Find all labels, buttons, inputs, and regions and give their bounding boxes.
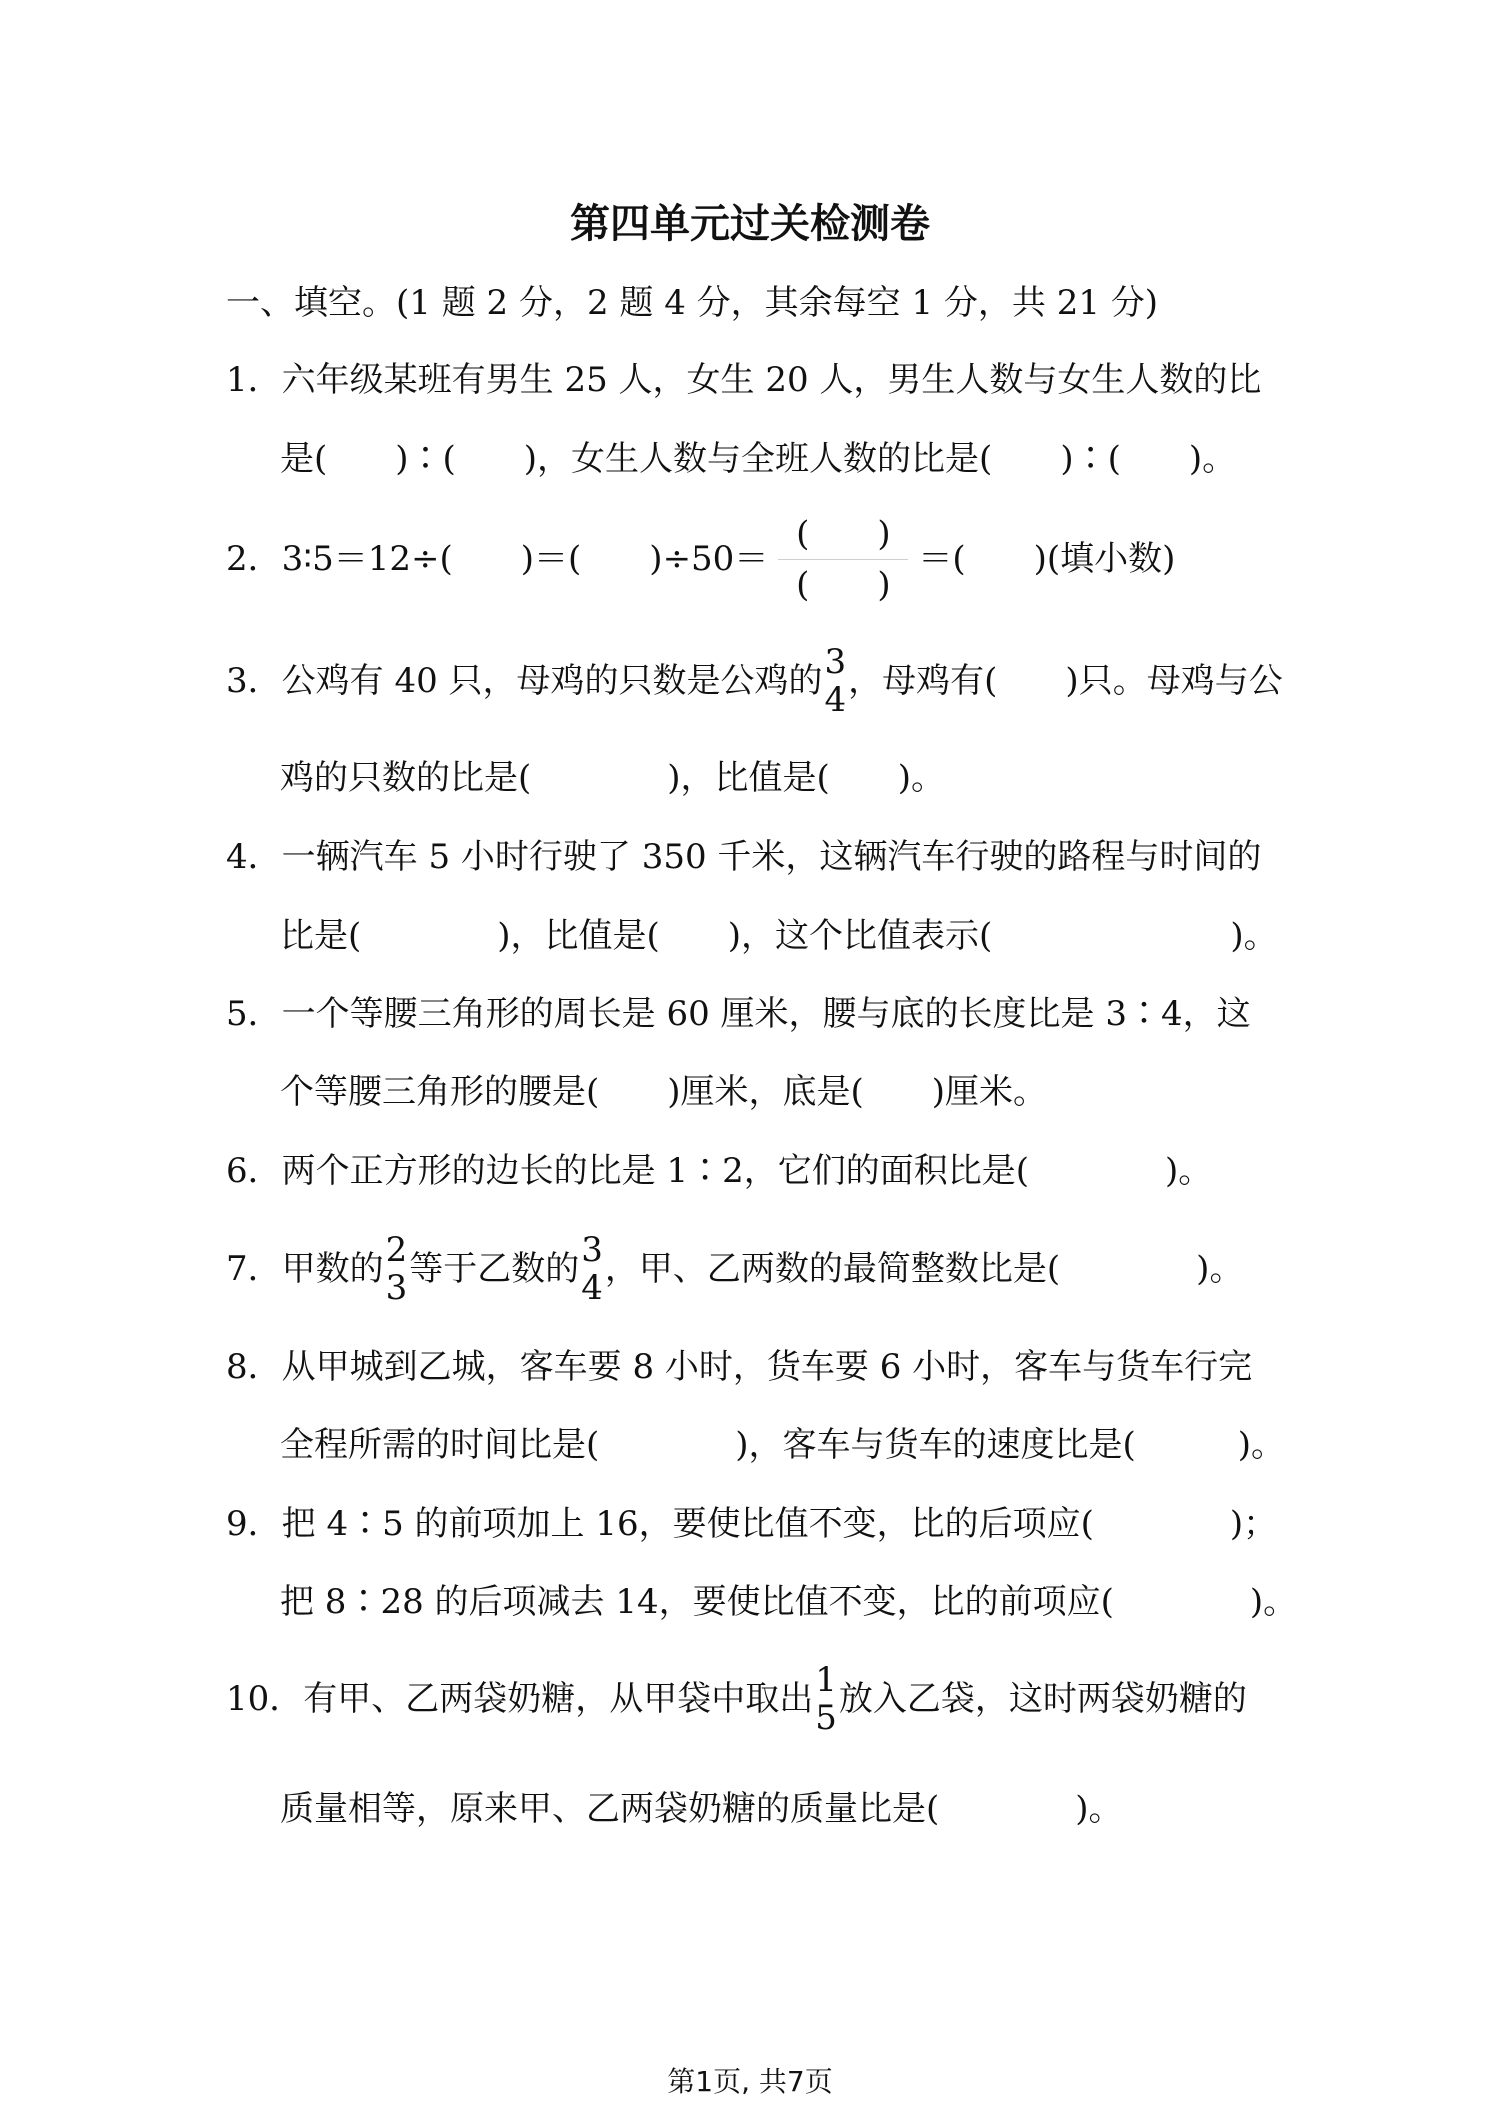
question-8-line-2: 全程所需的时间比是( )，客车与货车的速度比是( )。 [280,1425,1286,1465]
question-text: 放入乙袋，这时两袋奶糖的 [838,1679,1247,1719]
fraction [815,1661,837,1737]
question-3-line-2: 鸡的只数的比是( )，比值是( )。 [280,758,946,798]
question-number: 7． [226,1249,282,1289]
fraction-numerator: ( ) [796,513,891,554]
page-number: 第1页, 共7页 [667,2065,833,2098]
section-heading: 一、填空。(1 题 2 分，2 题 4 分，其余每空 1 分，共 21 分) [226,283,1159,323]
fraction-numerator: 3 [824,642,847,682]
blank-fraction [778,509,908,610]
question-text: 3∶5＝12÷( )＝( )÷50＝ [281,539,769,579]
question-text: 有甲、乙两袋奶糖，从甲袋中取出 [303,1679,814,1719]
fraction [386,1231,408,1307]
question-text: 等于乙数的 [409,1249,580,1289]
question-number: 10． [226,1679,304,1719]
question-number: 5． [226,994,282,1034]
question-number: 2． [226,539,282,579]
question-text: ＝( )(填小数) [918,539,1176,579]
question-text: ，甲、乙两数的最简整数比是( )。 [604,1249,1244,1289]
question-10-line-2: 质量相等，原来甲、乙两袋奶糖的质量比是( )。 [280,1789,1123,1829]
question-4-line-2: 比是( )，比值是( )，这个比值表示( )。 [280,916,1278,956]
page-title: 第四单元过关检测卷 [570,201,930,247]
question-3-line-1 [226,638,1283,724]
question-4-line-1 [226,834,1261,880]
fraction-denominator: 5 [815,1698,837,1738]
question-number: 4． [226,837,282,877]
question-text: 一辆汽车 5 小时行驶了 350 千米，这辆汽车行驶的路程与时间的 [281,837,1262,877]
fraction-denominator: 4 [581,1268,603,1308]
question-number: 3． [226,661,282,701]
question-number: 8． [226,1347,282,1387]
question-text: 公鸡有 40 只，母鸡的只数是公鸡的 [281,661,823,701]
fraction [825,643,847,719]
question-8-line-1 [226,1344,1252,1390]
question-6 [226,1148,1212,1194]
question-9-line-2: 把 8∶28 的后项减去 14，要使比值不变，比的前项应( )。 [280,1582,1298,1622]
fraction-numerator: 3 [581,1230,603,1270]
fraction-numerator: 2 [385,1230,408,1270]
question-1-line-2: 是( )∶( )，女生人数与全班人数的比是( )∶( )。 [280,439,1237,479]
question-9-line-1 [226,1501,1277,1547]
fraction-denominator: 4 [824,680,847,720]
question-10-line-1 [226,1656,1247,1742]
question-5-line-1 [226,991,1251,1037]
fraction [581,1231,603,1307]
question-2 [226,514,1175,604]
fraction-denominator: ( ) [796,564,891,605]
question-5-line-2: 个等腰三角形的腰是( )厘米，底是( )厘米。 [280,1072,1048,1112]
question-text: 两个正方形的边长的比是 1∶2，它们的面积比是( )。 [281,1151,1213,1191]
question-number: 6． [226,1151,282,1191]
question-text: 一个等腰三角形的周长是 60 厘米，腰与底的长度比是 3∶4，这 [281,994,1251,1034]
question-text: 甲数的 [281,1249,384,1289]
question-1-line-1 [226,357,1261,403]
question-text: ，母鸡有( )只。母鸡与公 [848,661,1283,701]
question-text: 六年级某班有男生 25 人，女生 20 人，男生人数与女生人数的比 [281,360,1262,400]
question-7 [226,1226,1243,1312]
question-text: 把 4∶5 的前项加上 16，要使比值不变，比的后项应( )； [281,1504,1278,1544]
question-number: 9． [226,1504,282,1544]
fraction-denominator: 3 [385,1268,408,1308]
question-number: 1． [226,360,282,400]
question-text: 从甲城到乙城，客车要 8 小时，货车要 6 小时，客车与货车行完 [281,1347,1253,1387]
fraction-numerator: 1 [815,1660,837,1700]
